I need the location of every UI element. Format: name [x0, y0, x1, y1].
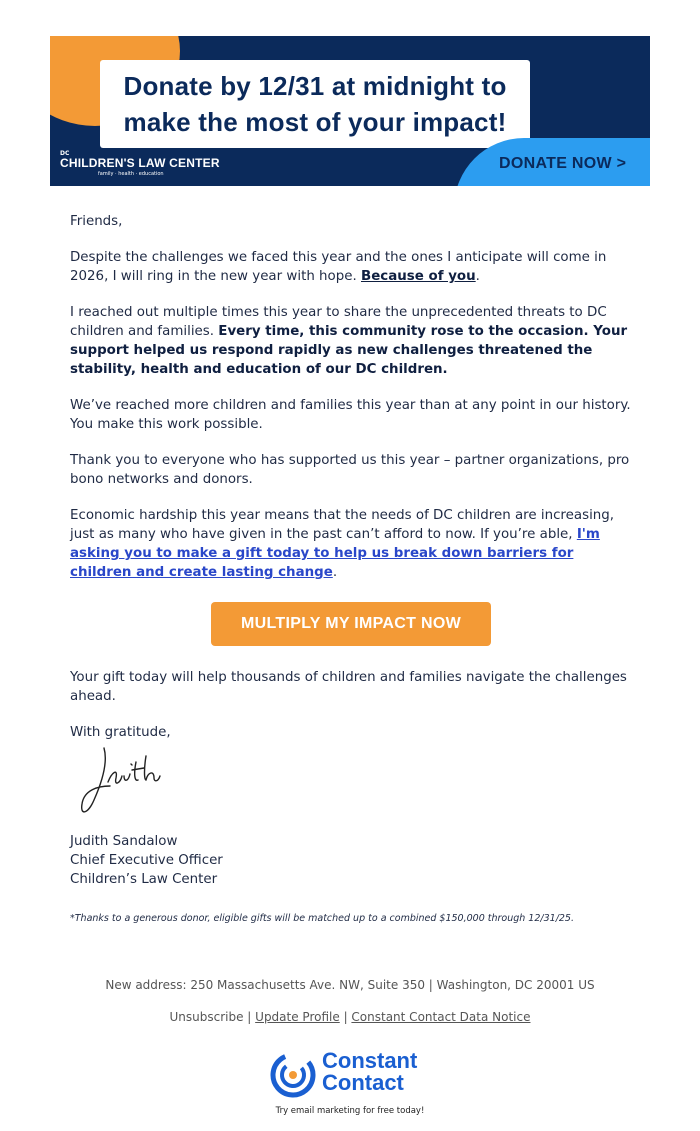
footer-address: New address: 250 Massachusetts Ave. NW, Suite 350 | Washington, DC 20001 US [105, 978, 595, 992]
banner-headline-line1: Donate by 12/31 at midnight to [123, 71, 507, 101]
cc-line1: Constant [322, 1048, 418, 1073]
paragraph-2 [70, 303, 632, 379]
constant-contact-wordmark [322, 1050, 417, 1094]
update-profile-link[interactable]: Update Profile [255, 1010, 340, 1024]
p1-bold: Because of you [361, 269, 476, 284]
logo-dc: DC [60, 150, 70, 157]
p5-end: . [332, 565, 338, 580]
unsubscribe-link[interactable]: Unsubscribe [169, 1010, 244, 1024]
cc-tagline[interactable]: Try email marketing for free today! [275, 1106, 425, 1116]
donate-now-button[interactable]: DONATE NOW > [499, 155, 627, 172]
signer-title: Chief Executive Officer [70, 853, 223, 868]
data-notice-link[interactable]: Constant Contact Data Notice [351, 1010, 531, 1024]
footer-links [0, 1010, 700, 1024]
footer-separator: | [243, 1010, 256, 1024]
closing: With gratitude, [70, 725, 171, 740]
donate-inline-link[interactable]: I'm asking you to make a gift today to help us break down barriers for children and create lasting change [70, 527, 600, 580]
p2-bold: Every time, this community rose to the occasion. Your support helped us respond rapidly as new challenges threatened the stability, health and education of our DC children. [70, 324, 628, 377]
multiply-impact-button[interactable]: MULTIPLY MY IMPACT NOW [211, 602, 491, 646]
banner-headline [100, 60, 530, 148]
signer-org: Children’s Law Center [70, 872, 218, 887]
logo-name: CHILDREN'S LAW CENTER [60, 156, 220, 170]
constant-contact-logo[interactable] [270, 1050, 440, 1100]
paragraph-4: Thank you to everyone who has supported us this year – partner organizations, pro bono networks and donors. [70, 453, 630, 487]
p1-end: . [475, 269, 480, 284]
banner-headline-line2: make the most of your impact! [123, 107, 507, 137]
signer-name: Judith Sandalow [70, 834, 178, 849]
p2-text: I reached out multiple times this year to share the unprecedented threats to DC children and families. [70, 305, 607, 339]
childrens-law-center-logo [60, 150, 230, 180]
paragraph-1 [70, 248, 632, 286]
letter-body [70, 212, 632, 889]
paragraph-3: We’ve reached more children and families this year than at any point in our history. You make this work possible. [70, 398, 631, 432]
hero-banner[interactable] [50, 36, 650, 186]
paragraph-5 [70, 506, 632, 582]
logo-tagline: family · health · education [98, 171, 164, 177]
p1-text: Despite the challenges we faced this year and the ones I anticipate will come in 2026, I will ring in the new year with hope. [70, 250, 607, 284]
paragraph-6: Your gift today will help thousands of children and families navigate the challenges ahead. [70, 670, 627, 704]
cc-line2: Contact [322, 1070, 404, 1095]
footer-separator-2: | [339, 1010, 352, 1024]
signature-block [70, 832, 632, 889]
email-footer [0, 978, 700, 1024]
cta-wrapper [70, 602, 632, 646]
constant-contact-icon [270, 1052, 316, 1098]
match-footnote: *Thanks to a generous donor, eligible gifts will be matched up to a combined $150,000 through 12/31/25. [70, 913, 574, 924]
signature-image [74, 742, 184, 822]
p5-text: Economic hardship this year means that the needs of DC children are increasing, just as many who have given in the past can’t afford to now. If you’re able, [70, 508, 615, 542]
greeting: Friends, [70, 214, 123, 229]
